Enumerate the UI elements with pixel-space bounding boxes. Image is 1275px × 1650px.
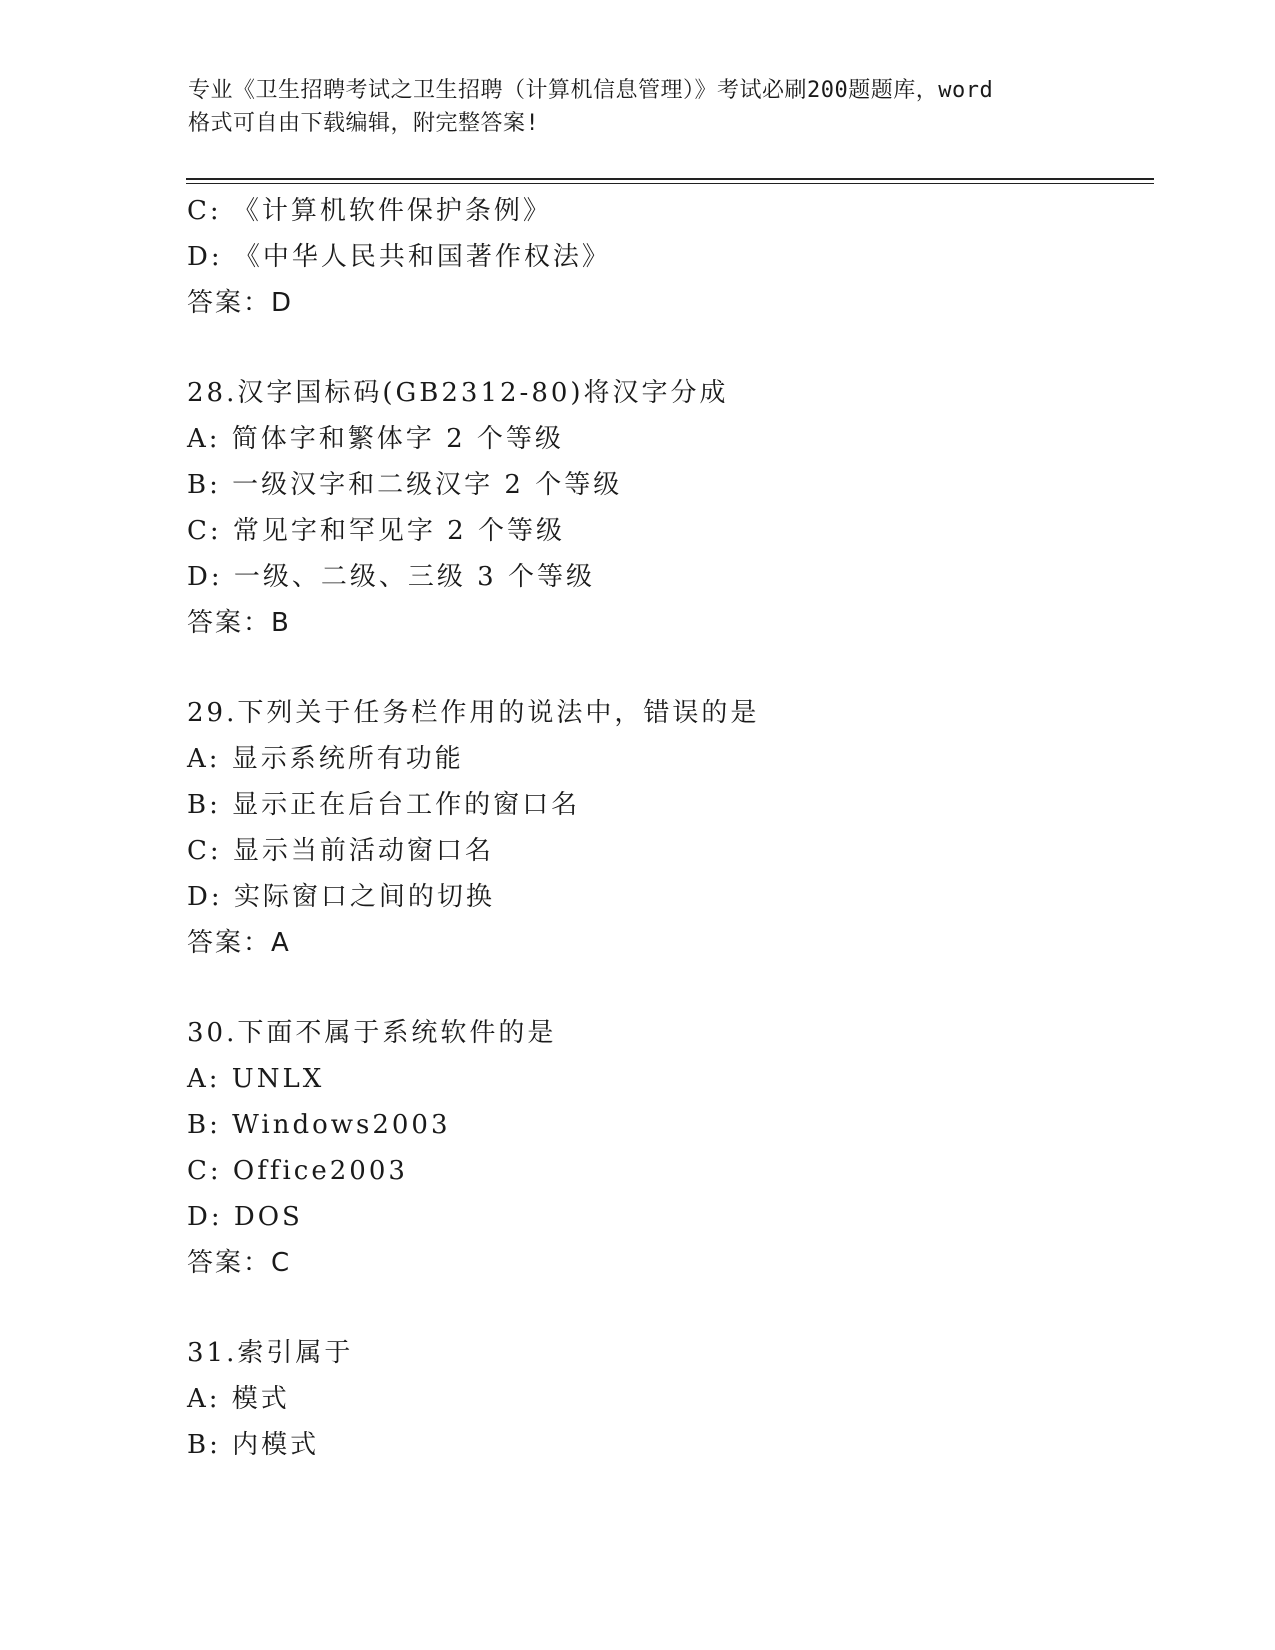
answer-line: 答案：D [187,288,294,318]
answer-line: 答案：C [187,1248,292,1278]
header-divider-thin [186,183,1154,184]
option-a: A: 显示系统所有功能 [187,744,464,774]
header-divider-thick [186,178,1154,180]
option-c: C: Office2003 [187,1156,408,1186]
option-a: A: 模式 [187,1384,290,1414]
option-a: A: 简体字和繁体字 2 个等级 [187,424,564,454]
question-block-31 [187,1330,1147,1468]
option-b: B: 显示正在后台工作的窗口名 [187,790,581,820]
header-line-1: 专业《卫生招聘考试之卫生招聘（计算机信息管理）》考试必刷200题题库，word [188,78,994,103]
header-line-2: 格式可自由下载编辑，附完整答案! [188,111,540,136]
question-stem: 29.下列关于任务栏作用的说法中，错误的是 [187,698,760,728]
option-c: C: 常见字和罕见字 2 个等级 [187,516,565,546]
option-b: B: 一级汉字和二级汉字 2 个等级 [187,470,623,500]
answer-line: 答案：B [187,608,291,638]
option-d: D: DOS [187,1202,303,1232]
question-stem: 31.索引属于 [187,1338,354,1368]
option-d: D: 实际窗口之间的切换 [187,882,495,912]
question-block-prev [187,188,1147,326]
question-block-28 [187,370,1147,646]
option-b: B: Windows2003 [187,1110,451,1140]
question-list [187,188,1147,1468]
option-d: D: 《中华人民共和国著作权法》 [187,242,611,272]
document-header [188,74,1088,140]
question-stem: 28.汉字国标码(GB2312-80)将汉字分成 [187,378,729,408]
question-block-29 [187,690,1147,966]
option-a: A: UNLX [187,1064,325,1094]
option-c: C: 《计算机软件保护条例》 [187,196,552,226]
option-d: D: 一级、二级、三级 3 个等级 [187,562,595,592]
option-b: B: 内模式 [187,1430,320,1460]
option-c: C: 显示当前活动窗口名 [187,836,494,866]
question-stem: 30.下面不属于系统软件的是 [187,1018,557,1048]
question-block-30 [187,1010,1147,1286]
answer-line: 答案：A [187,928,291,958]
